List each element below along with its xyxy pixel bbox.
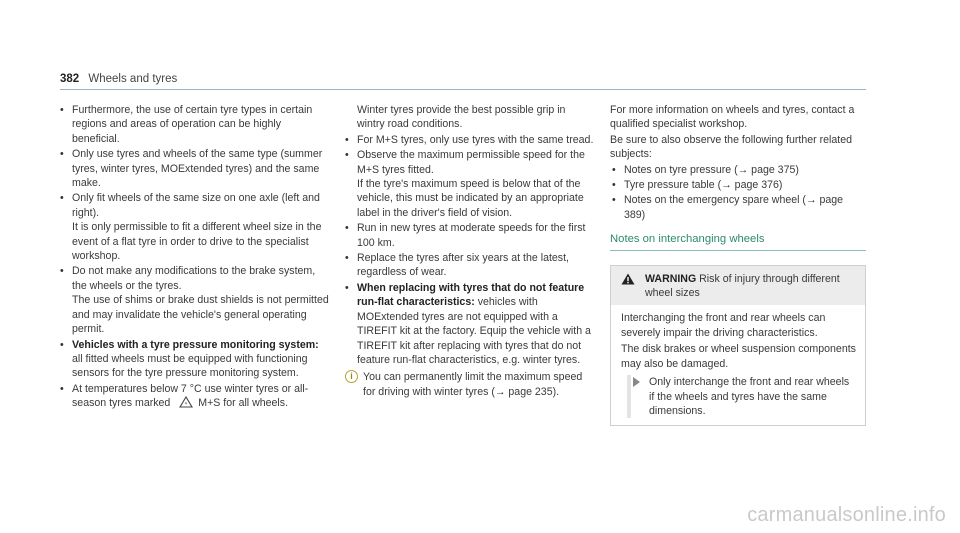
related-topics-list (612, 163, 866, 223)
action-bar (627, 375, 631, 418)
list-item: • Tyre pressure table (→ page 376) (612, 178, 866, 192)
list-item: • When replacing with tyres that do not feature run-flat characteristics: vehicles with MOExtended tyres are not equipped with a TIREFIT kit at the factory. Equip the vehicle with a TIREFIT kit after replacing with tyres that do not feature run-flat characteristics, e.g. winter tyres. (345, 281, 595, 367)
paragraph: Winter tyres provide the best possible grip in wintry road conditions. (357, 104, 566, 131)
svg-text:*: * (185, 402, 188, 409)
bullet-list (60, 103, 330, 413)
snowflake-mountain-icon (179, 396, 193, 412)
warning-title: Risk of injury through different wheel sizes (645, 272, 840, 300)
list-item: • Observe the maximum permissible speed for the M+S tyres fitted. If the tyre's maximum speed is below that of the vehicle, this must be indicated by an appropriate label in the driver's field of vision. (345, 148, 595, 220)
bullet-list (345, 133, 595, 368)
page-number: 382 (60, 73, 80, 85)
column-1 (60, 103, 330, 414)
paragraph: The disk brakes or wheel suspension components may also be damaged. (621, 343, 856, 370)
note: i You can permanently limit the maximum speed for driving with winter tyres (→ page 235). (345, 370, 595, 399)
list-item: • At temperatures below 7 °C use winter tyres or all-season tyres marked * M+S for all wheels. (60, 382, 330, 413)
list-item: • Notes on the emergency spare wheel (→ page 389) (612, 193, 866, 222)
list-item: • Do not make any modifications to the brake system, the wheels or the tyres. The use of shims or brake dust shields is not permitted and may invalidate the vehicle's general operating permit. (60, 264, 330, 336)
info-icon: i (345, 370, 358, 383)
warning-label: WARNING (645, 272, 697, 285)
warning-triangle-icon (621, 273, 635, 289)
list-item: • Furthermore, the use of certain tyre types in certain regions and areas of operation can be highly beneficial. (60, 103, 330, 146)
list-item: • Only use tyres and wheels of the same type (summer tyres, winter tyres, MOExtended tyres) and the same make. (60, 147, 330, 190)
play-arrow-icon (633, 377, 640, 387)
warning-header (611, 266, 865, 306)
paragraph: If the tyre's maximum speed is below that of the vehicle, this must be indicated by an appropriate label in the driver's field of vision. (357, 178, 584, 219)
list-item: • For M+S tyres, only use tyres with the same tread. (345, 133, 595, 147)
paragraph: For more information on wheels and tyres, contact a qualified specialist workshop. (610, 104, 855, 131)
list-item: • Vehicles with a tyre pressure monitoring system: all fitted wheels must be equipped with functioning sensors for the tyre pressure monitoring system. (60, 338, 330, 381)
paragraph: Be sure to also observe the following further related subjects: (610, 133, 853, 161)
paragraph: The use of shims or brake dust shields is not permitted and may invalidate the vehicle's general operating permit. (72, 294, 329, 336)
section-title: Notes on interchanging wheels (610, 232, 866, 250)
paragraph: Interchanging the front and rear wheels can severely impair the driving characteristics. (621, 312, 826, 339)
column-2 (345, 103, 595, 399)
paragraph: It is only permissible to fit a different wheel size in the event of a flat tyre in order to drive to the specialist workshop. (72, 221, 322, 263)
column-3 (610, 103, 866, 426)
list-item: • Only fit wheels of the same size on one axle (left and right). It is only permissible to fit a different wheel size in the event of a flat tyre in order to drive to the specialist workshop. (60, 191, 330, 263)
page-header-title: Wheels and tyres (88, 73, 178, 85)
list-item: • Replace the tyres after six years at the latest, regardless of wear. (345, 251, 595, 280)
list-item: • Run in new tyres at moderate speeds for the first 100 km. (345, 221, 595, 250)
list-item: • Notes on tyre pressure (→ page 375) (612, 163, 866, 177)
header-rule (60, 89, 866, 90)
warning-box (610, 265, 866, 427)
action-step: Only interchange the front and rear wheels if the wheels and tyres have the same dimensions. (621, 375, 857, 418)
page-header (60, 73, 177, 85)
watermark: carmanualsonline.info (747, 504, 946, 526)
warning-body (611, 305, 865, 425)
